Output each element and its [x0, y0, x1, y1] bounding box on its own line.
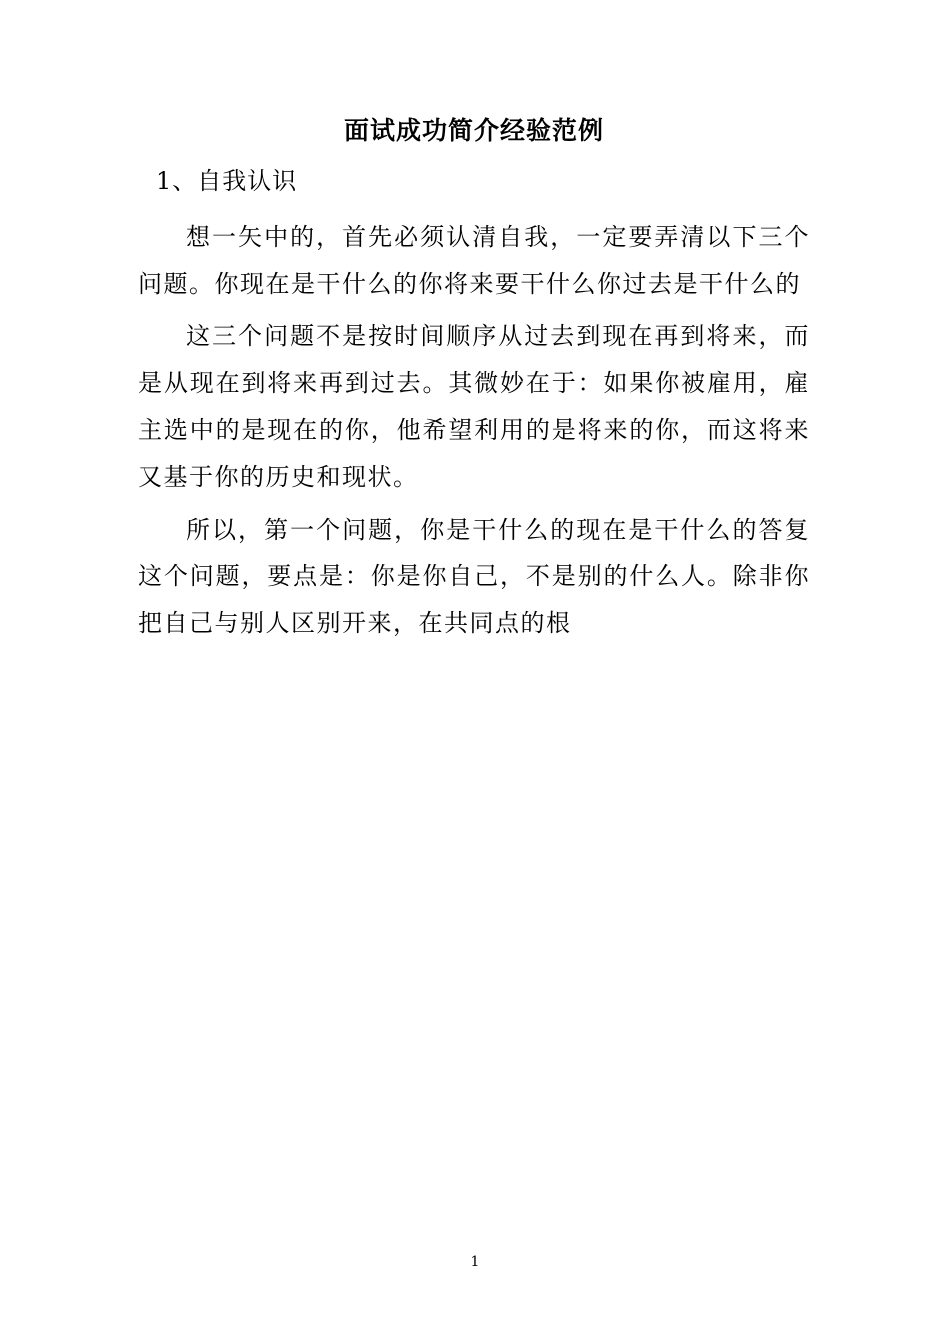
body-paragraph: 想一矢中的，首先必须认清自我，一定要弄清以下三个问题。你现在是干什么的你将来要干什么你过去是干什么的	[138, 222, 810, 298]
body-paragraph: 所以，第一个问题，你是干什么的现在是干什么的答复这个问题，要点是：你是你自己，不是别的什么人。除非你把自己与别人区别开来，在共同点的根	[138, 515, 810, 638]
page-title: 面试成功简介经验范例	[343, 116, 604, 145]
section-heading: 1、自我认识	[156, 166, 298, 195]
page-number: 1	[470, 1254, 480, 1270]
body-paragraph: 这三个问题不是按时间顺序从过去到现在再到将来，而是从现在到将来再到过去。其微妙在于：如果你被雇用，雇主选中的是现在的你，他希望利用的是将来的你，而这将来又基于你的历史和现状。	[138, 322, 810, 491]
